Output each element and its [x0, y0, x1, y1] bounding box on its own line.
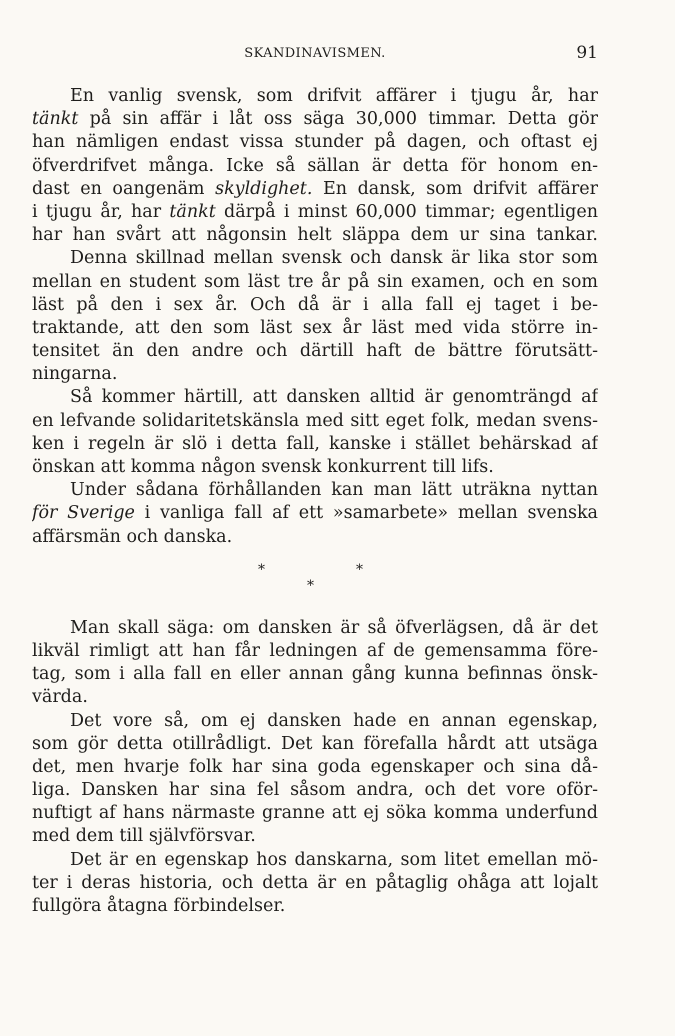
text-line: tänkt på sin affär i låt oss säga 30,000 timmar. Detta gör — [32, 109, 598, 130]
asterisk: * — [356, 561, 363, 578]
text-line: likväl rimligt att han får ledningen af de gemensamma före- — [32, 640, 598, 661]
text-line: det, men hvarje folk har sina goda egenskaper och sina då- — [32, 756, 598, 777]
paragraph — [32, 710, 598, 849]
text-line: Så kommer härtill, att dansken alltid är genomträngd af — [70, 387, 598, 408]
page-body — [32, 85, 598, 918]
text-line: traktande, att den som läst sex år läst med vida större in- — [32, 317, 598, 338]
text-line: liga. Dansken har sina fel såsom andra, och det vore oför- — [32, 780, 598, 801]
text-line: tensitet än den andre och därtill haft de bättre förutsätt- — [32, 341, 598, 362]
text-line: har han svårt att någonsin helt släppa dem ur sina tankar. — [32, 225, 598, 246]
emphasis: tänkt — [169, 201, 216, 222]
paragraph — [32, 386, 598, 479]
page-header — [32, 43, 598, 72]
emphasis: tänkt — [32, 109, 79, 130]
text-line: Man skall säga: om dansken är så öfverlägsen, då är det — [70, 617, 598, 638]
emphasis: för Sverige — [32, 503, 135, 524]
text-line: En vanlig svensk, som drifvit affärer i tjugu år, har — [70, 86, 598, 106]
text-line: som gör detta otillrådligt. Det kan förefalla hårdt att utsäga — [32, 733, 598, 754]
running-head: SKANDINAVISMEN. — [244, 46, 386, 61]
text-line: för Sverige i vanliga fall af ett »samarbete» mellan svenska — [32, 503, 598, 524]
text-line: värda. — [32, 687, 88, 708]
text-line: Det vore så, om ej dansken hade en annan egenskap, — [70, 710, 598, 731]
paragraph — [32, 85, 598, 247]
text-line: affärsmän och danska. — [32, 526, 233, 547]
text-line: han nämligen endast vissa stunder på dagen, och oftast ej — [32, 132, 598, 153]
text-line: ningarna. — [32, 364, 118, 385]
text-line: önskan att komma någon svensk konkurrent till lifs. — [32, 457, 494, 477]
text-line: Denna skillnad mellan svensk och dansk är lika stor som — [70, 248, 598, 269]
text-line: läst på den i sex år. Och då är i alla fall ej taget i be- — [32, 294, 598, 315]
emphasis: skyldighet. — [215, 178, 313, 199]
asterisk: * — [307, 577, 314, 594]
paragraph — [32, 617, 598, 710]
text-line: nuftigt af hans närmaste granne att ej söka komma underfund — [32, 803, 598, 824]
text-line: mellan en student som läst tre år på sin examen, och en som — [32, 271, 598, 292]
paragraph — [32, 849, 598, 919]
text-line: Under sådana förhållanden kan man lätt uträkna nyttan — [70, 480, 598, 501]
section-break-asterism — [32, 557, 598, 601]
text-line: ken i regeln är slö i detta fall, kanske i stället behärskad af — [32, 433, 598, 454]
paragraph — [32, 479, 598, 549]
text-line: ter i deras historia, och detta är en påtaglig ohåga att lojalt — [32, 872, 598, 893]
text-line: Det är en egenskap hos danskarna, som litet emellan mö- — [70, 849, 598, 870]
text-line: dast en oangenäm skyldighet. En dansk, som drifvit affärer — [32, 178, 598, 199]
text-line: i tjugu år, har tänkt därpå i minst 60,000 timmar; egentligen — [32, 201, 598, 222]
text-line: en lefvande solidaritetskänsla med sitt eget folk, medan svens- — [32, 410, 598, 431]
page-number: 91 — [576, 43, 598, 63]
asterisk: * — [258, 561, 265, 578]
text-line: med dem till självförsvar. — [32, 826, 256, 847]
text-line: öfverdrifvet många. Icke så sällan är detta för honom en- — [32, 155, 598, 176]
text-line: fullgöra åtagna förbindelser. — [32, 896, 286, 916]
paragraph — [32, 247, 598, 386]
text-line: tag, som i alla fall en eller annan gång kunna befinnas önsk- — [32, 664, 598, 685]
